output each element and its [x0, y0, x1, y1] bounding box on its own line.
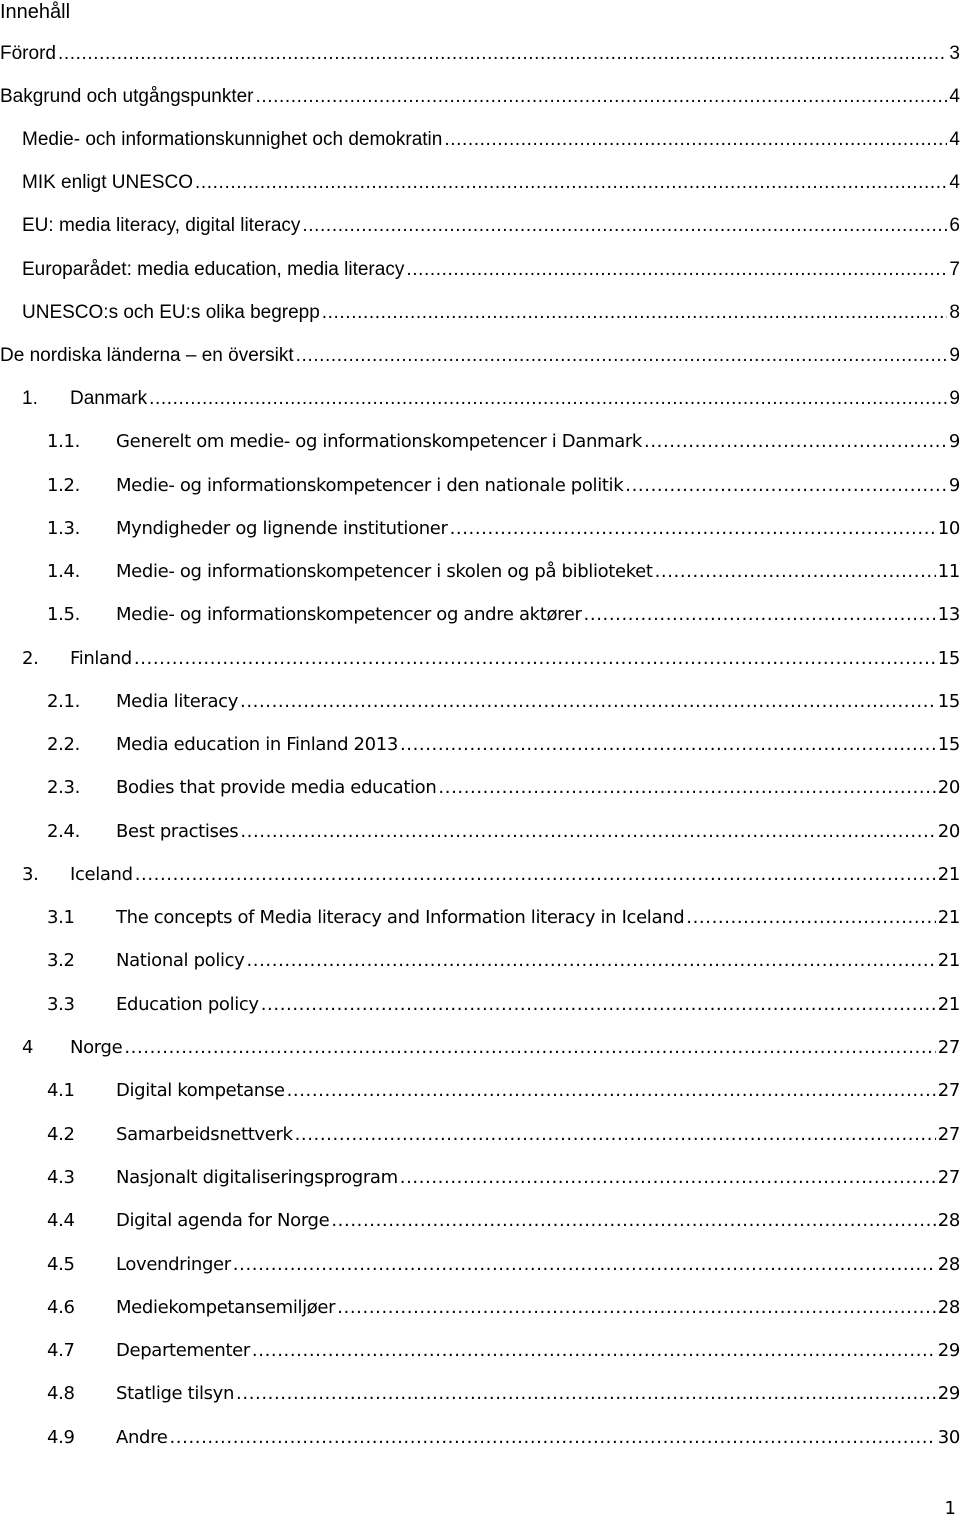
- toc-entry-page: 21: [937, 907, 960, 928]
- toc-entry-number: 3.2: [47, 950, 75, 971]
- toc-entry-title: Generelt om medie- og informationskompetencer i Danmark: [116, 431, 643, 452]
- toc-entry-title: Education policy: [116, 994, 259, 1015]
- toc-entry-number: 4.8: [47, 1383, 75, 1404]
- toc-entry-title: Media literacy: [116, 691, 238, 712]
- toc-entry[interactable]: [0, 1080, 960, 1106]
- toc-entry-page: 21: [937, 950, 960, 971]
- toc-entry-number: 2.4.: [47, 821, 80, 842]
- toc-entry-page: 9: [948, 431, 960, 452]
- toc-entry-page: 20: [937, 821, 960, 842]
- toc-entry[interactable]: [0, 648, 960, 674]
- toc-dot-leader: [240, 691, 936, 712]
- toc-entry[interactable]: [0, 1167, 960, 1193]
- toc-entry-title: EU: media literacy, digital literacy: [22, 215, 301, 236]
- toc-entry-number: 4.4: [47, 1210, 75, 1231]
- toc-entry-page: 27: [937, 1167, 960, 1188]
- toc-entry[interactable]: [0, 129, 960, 155]
- toc-entry-page: 20: [937, 777, 960, 798]
- toc-dot-leader: [236, 1383, 936, 1404]
- toc-entry-page: 27: [937, 1037, 960, 1058]
- toc-entry-title: Digital agenda for Norge: [116, 1210, 330, 1231]
- toc-entry-page: 7: [949, 259, 960, 280]
- toc-entry-number: 1.5.: [47, 604, 80, 625]
- toc-entry-number: 4.3: [47, 1167, 75, 1188]
- toc-entry-title: Digital kompetanse: [116, 1080, 285, 1101]
- toc-entry-title: Medie- og informationskompetencer i den nationale politik: [116, 475, 624, 496]
- toc-entry-page: 21: [937, 864, 960, 885]
- toc-dot-leader: [655, 561, 936, 582]
- toc-dot-leader: [149, 388, 947, 410]
- toc-entry[interactable]: [0, 1297, 960, 1323]
- toc-dot-leader: [58, 43, 947, 65]
- toc-entry[interactable]: [0, 1340, 960, 1366]
- toc-entry-page: 4: [949, 129, 960, 150]
- toc-entry[interactable]: [0, 691, 960, 717]
- toc-entry-number: 1.: [22, 388, 38, 409]
- toc-dot-leader: [169, 1427, 935, 1448]
- toc-entry-page: 9: [949, 388, 960, 409]
- toc-dot-leader: [686, 907, 936, 928]
- toc-entry[interactable]: [0, 604, 960, 630]
- toc-dot-leader: [644, 431, 947, 452]
- toc-entry[interactable]: [0, 1210, 960, 1236]
- toc-entry-number: 2.3.: [47, 777, 80, 798]
- toc-dot-leader: [240, 821, 935, 842]
- toc-entry[interactable]: [0, 215, 960, 241]
- toc-entry-title: Best practises: [116, 821, 239, 842]
- toc-entry-number: 2.: [22, 648, 39, 669]
- toc-entry-title: The concepts of Media literacy and Information literacy in Iceland: [116, 907, 685, 928]
- toc-entry-page: 28: [937, 1210, 960, 1231]
- toc-dot-leader: [337, 1297, 936, 1318]
- toc-entry-number: 4.5: [47, 1254, 75, 1275]
- toc-entry[interactable]: [0, 734, 960, 760]
- toc-entry-title: MIK enligt UNESCO: [22, 172, 194, 193]
- toc-entry[interactable]: [0, 994, 960, 1020]
- toc-entry-page: 28: [937, 1297, 960, 1318]
- toc-entry-page: 3: [949, 43, 960, 64]
- toc-entry[interactable]: [0, 43, 960, 69]
- toc-entry-title: De nordiska länderna – en översikt: [0, 345, 294, 366]
- toc-entry-number: 4.1: [47, 1080, 75, 1101]
- toc-entry-number: 2.2.: [47, 734, 80, 755]
- toc-entry-title: Lovendringer: [116, 1254, 231, 1275]
- toc-entry[interactable]: [0, 86, 960, 112]
- toc-dot-leader: [124, 1037, 935, 1058]
- toc-entry-page: 4: [949, 172, 960, 193]
- toc-entry-title: National policy: [116, 950, 245, 971]
- toc-entry-title: Medie- og informationskompetencer i skolen og på biblioteket: [116, 561, 653, 582]
- toc-entry-page: 11: [937, 561, 960, 582]
- toc-entry[interactable]: [0, 1254, 960, 1280]
- toc-entry-title: Bodies that provide media education: [116, 777, 437, 798]
- toc-dot-leader: [256, 86, 948, 108]
- toc-dot-leader: [295, 1124, 936, 1145]
- toc-entry-title: Statlige tilsyn: [116, 1383, 235, 1404]
- toc-entry-page: 15: [937, 734, 960, 755]
- toc-entry-number: 1.2.: [47, 475, 80, 496]
- toc-entry-number: 4.2: [47, 1124, 75, 1145]
- toc-dot-leader: [400, 734, 936, 755]
- toc-entry-page: 29: [937, 1383, 960, 1404]
- toc-dot-leader: [195, 172, 947, 194]
- toc-entry-number: 1.1.: [47, 431, 80, 452]
- toc-dot-leader: [438, 777, 935, 798]
- toc-entry-page: 4: [949, 86, 960, 107]
- toc-entry-title: Danmark: [70, 388, 148, 409]
- toc-entry-title: Departementer: [116, 1340, 250, 1361]
- toc-entry[interactable]: [0, 1124, 960, 1150]
- toc-entry[interactable]: [0, 1427, 960, 1453]
- toc-entry-title: Media education in Finland 2013: [116, 734, 398, 755]
- toc-entry-title: Förord: [0, 43, 56, 64]
- toc-entry-page: 27: [937, 1080, 960, 1101]
- toc-entry-page: 15: [937, 648, 960, 669]
- toc-dot-leader: [331, 1210, 935, 1231]
- toc-entry[interactable]: [0, 431, 960, 457]
- toc-dot-leader: [450, 518, 936, 539]
- toc-entry[interactable]: [0, 821, 960, 847]
- toc-dot-leader: [252, 1340, 936, 1361]
- toc-entry-page: 9: [949, 345, 960, 366]
- toc-dot-leader: [584, 604, 936, 625]
- toc-entry[interactable]: [0, 777, 960, 803]
- toc-entry-page: 10: [937, 518, 960, 539]
- toc-dot-leader: [322, 302, 948, 324]
- toc-entry[interactable]: [0, 345, 960, 371]
- toc-entry-page: 13: [937, 604, 960, 625]
- toc-entry[interactable]: [0, 388, 960, 414]
- toc-entry[interactable]: [0, 950, 960, 976]
- toc-entry-page: 6: [949, 215, 960, 236]
- toc-entry[interactable]: [0, 561, 960, 587]
- toc-entry-title: Medie- och informationskunnighet och demokratin: [22, 129, 443, 150]
- toc-dot-leader: [233, 1254, 936, 1275]
- toc-dot-leader: [135, 864, 936, 885]
- toc-entry[interactable]: [0, 864, 960, 890]
- toc-entry[interactable]: [0, 1037, 960, 1063]
- toc-entry-number: 3.1: [47, 907, 75, 928]
- toc-entry-title: Nasjonalt digitaliseringsprogram: [116, 1167, 398, 1188]
- toc-entry[interactable]: [0, 475, 960, 501]
- toc-entry-number: 4.6: [47, 1297, 75, 1318]
- toc-entry-page: 9: [948, 475, 960, 496]
- page-number: 1: [944, 1498, 956, 1519]
- toc-entry[interactable]: [0, 172, 960, 198]
- toc-entry-page: 15: [937, 691, 960, 712]
- toc-entry-title: Europarådet: media education, media literacy: [22, 259, 405, 280]
- toc-heading: Innehåll: [0, 1, 71, 23]
- toc-dot-leader: [287, 1080, 936, 1101]
- toc-entry-number: 3.3: [47, 994, 75, 1015]
- toc-entry-number: 1.3.: [47, 518, 80, 539]
- toc-entry[interactable]: [0, 1383, 960, 1409]
- toc-entry-page: 28: [937, 1254, 960, 1275]
- toc-entry[interactable]: [0, 518, 960, 544]
- toc-entry-page: 30: [937, 1427, 960, 1448]
- toc-dot-leader: [261, 994, 936, 1015]
- toc-entry-number: 4.7: [47, 1340, 75, 1361]
- toc-dot-leader: [302, 215, 947, 237]
- toc-entry[interactable]: [0, 259, 960, 285]
- toc-dot-leader: [625, 475, 947, 496]
- toc-entry-title: Mediekompetansemiljøer: [116, 1297, 336, 1318]
- toc-dot-leader: [134, 648, 936, 669]
- toc-entry-number: 4.9: [47, 1427, 75, 1448]
- toc-entry-page: 27: [937, 1124, 960, 1145]
- toc-entry-title: Myndigheder og lignende institutioner: [116, 518, 448, 539]
- toc-dot-leader: [296, 345, 948, 367]
- toc-entry-number: 1.4.: [47, 561, 80, 582]
- toc-entry-title: Bakgrund och utgångspunkter: [0, 86, 254, 107]
- toc-entry-title: Norge: [70, 1037, 123, 1058]
- toc-entry[interactable]: [0, 907, 960, 933]
- toc-entry-number: 2.1.: [47, 691, 80, 712]
- toc-dot-leader: [406, 259, 947, 281]
- toc-entry-title: Iceland: [70, 864, 133, 885]
- toc-entry-number: 4: [22, 1037, 34, 1058]
- toc-entry-title: Samarbeidsnettverk: [116, 1124, 293, 1145]
- toc-dot-leader: [444, 129, 947, 151]
- toc-dot-leader: [246, 950, 935, 971]
- toc-entry-title: Medie- og informationskompetencer og andre aktører: [116, 604, 582, 625]
- toc-entry-page: 8: [949, 302, 960, 323]
- toc-dot-leader: [400, 1167, 936, 1188]
- toc-entry-page: 29: [937, 1340, 960, 1361]
- toc-entry[interactable]: [0, 302, 960, 328]
- toc-entry-title: Finland: [70, 648, 132, 669]
- toc-entry-title: Andre: [116, 1427, 168, 1448]
- toc-entry-number: 3.: [22, 864, 39, 885]
- toc-entry-page: 21: [937, 994, 960, 1015]
- toc-entry-title: UNESCO:s och EU:s olika begrepp: [22, 302, 320, 323]
